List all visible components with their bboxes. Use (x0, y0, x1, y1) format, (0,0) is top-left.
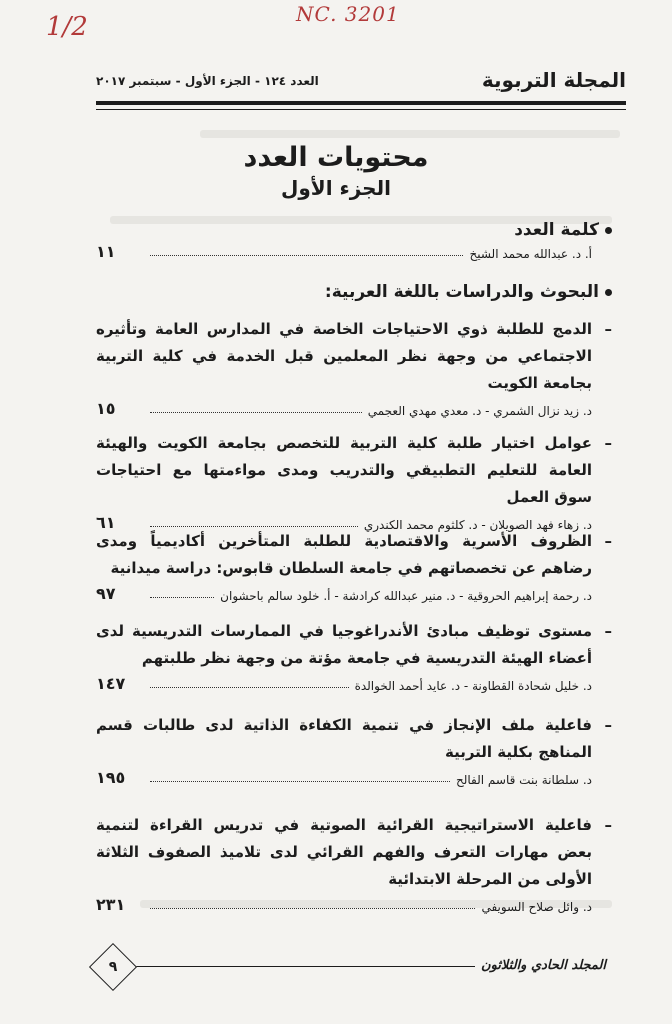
show-through (200, 130, 620, 138)
leader-dots (150, 255, 463, 256)
dash-marker: – (604, 716, 612, 734)
entry-title: مستوى توظيف مبادئ الأندراغوجيا في الممارسات التدريسية لدى أعضاء الهيئة التدريسية في جامعة مؤتة من وجهة نظر طلبتهم (96, 622, 592, 667)
entry-title: الظروف الأسرية والاقتصادية للطلبة المتأخرين أكاديمياً ومدى رضاهم عن تخصصاتهم في جامعة السلطان قابوس: دراسة ميدانية (96, 532, 592, 577)
entry-page: ٦١ (96, 513, 116, 532)
entry-authors: د. خليل شحادة القطاونة - د. عايد أحمد الخوالدة (354, 679, 592, 693)
leader-dots (150, 597, 214, 598)
journal-logo: المجلة التربوية (481, 68, 626, 92)
entry-page: ١٥ (96, 399, 116, 418)
accession-number: NC. 3201 (296, 2, 400, 26)
toc-entry (96, 618, 612, 693)
entry-page: ٩٧ (96, 584, 116, 603)
dash-marker: – (604, 816, 612, 834)
entry-title: فاعلية الاستراتيجية القرائية الصوتية في تدريس القراءة لتنمية بعض مهارات التعرف والفهم القرائي لدى تلاميذ الصفوف الثلاثة الأولى من المرحلة الابتدائية (96, 816, 592, 888)
entry-title: فاعلية ملف الإنجاز في تنمية الكفاءة الذاتية لدى طالبات قسم المناهج بكلية التربية (96, 716, 592, 761)
leader-dots (150, 412, 362, 413)
dash-marker: – (604, 434, 612, 452)
entry-authors: أ. د. عبدالله محمد الشيخ (469, 247, 592, 261)
toc-entry (96, 316, 612, 418)
entry-page: ١٤٧ (96, 674, 126, 693)
issue-info: العدد ١٢٤ - الجزء الأول - سبتمبر ٢٠١٧ (96, 74, 319, 88)
page-number: ٩ (108, 959, 118, 975)
header-rule (96, 101, 626, 105)
part-title: الجزء الأول (281, 176, 391, 200)
entry-page: ١١ (96, 242, 116, 261)
toc-entry (96, 812, 612, 914)
toc-entry (96, 712, 612, 787)
entry-title: عوامل اختيار طلبة كلية التربية للتخصص بجامعة الكويت والهيئة العامة للتعليم التطبيقي والتدريب ومدى مواءمتها مع احتياجات سوق العمل (96, 434, 592, 506)
toc-entry (96, 528, 612, 603)
page-title: محتويات العدد (243, 142, 429, 173)
toc-entry (96, 240, 612, 261)
leader-dots (150, 687, 349, 688)
bullet-icon (605, 289, 612, 296)
entry-title: الدمج للطلبة ذوي الاحتياجات الخاصة في المدارس العامة وتأثيره الاجتماعي من وجهة نظر المعلمين قبل الخدمة في كلية التربية بجامعة الكويت (96, 320, 592, 392)
corner-note: 1/2 (46, 12, 88, 42)
section-heading: البحوث والدراسات باللغة العربية: (325, 282, 612, 302)
dash-marker: – (604, 622, 612, 640)
toc-entry (96, 430, 612, 532)
entry-authors: د. رحمة إبراهيم الحروقية - د. منير عبدالله كرادشة - أ. خلود سالم باحشوان (220, 589, 592, 603)
entry-authors: د. وائل صلاح السويفي (481, 900, 592, 914)
dash-marker: – (604, 532, 612, 550)
leader-dots (150, 526, 358, 527)
leader-dots (150, 781, 450, 782)
entry-authors: د. سلطانة بنت قاسم الفالح (455, 773, 592, 787)
leader-dots (150, 908, 475, 909)
entry-page: ٢٣١ (96, 895, 126, 914)
section-heading: كلمة العدد (514, 220, 612, 240)
volume-label: المجلد الحادي والثلاثون (475, 958, 606, 973)
entry-page: ١٩٥ (96, 768, 126, 787)
entry-authors: د. زيد نزال الشمري - د. معدي مهدي العجمي (367, 404, 592, 418)
entry-authors: د. زهاء فهد الصويلان - د. كلثوم محمد الكندري (363, 518, 592, 532)
bullet-icon (605, 227, 612, 234)
dash-marker: – (604, 320, 612, 338)
header-rule-thin (96, 109, 626, 110)
